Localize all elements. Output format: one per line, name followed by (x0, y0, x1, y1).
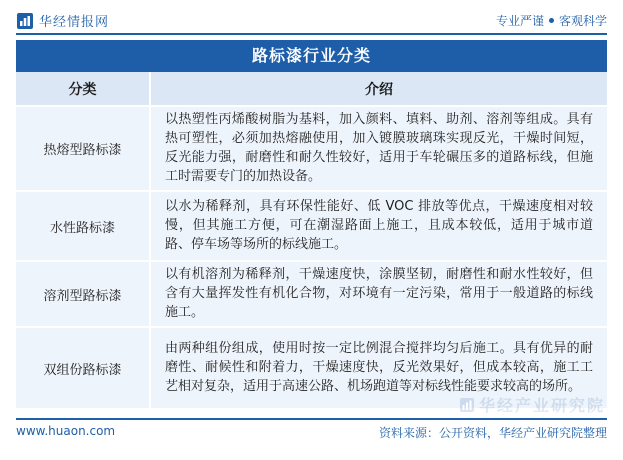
header-divider (16, 33, 607, 35)
website-link[interactable]: www.huaon.com (16, 424, 116, 438)
bar-chart-logo-icon (459, 397, 475, 413)
table-row (16, 261, 607, 327)
table-header-row (16, 72, 607, 106)
bullet-dot-icon (549, 18, 554, 23)
slogan-left: 专业严谨 (495, 14, 544, 28)
row-description: 以水为稀释剂，具有环保性能好、低 VOC 排放等优点，干燥速度相对较慢，但其施工方便，可在潮湿路面上施工，且成本较低，适用于城市道路、停车场等场所的标线施工。 (150, 191, 607, 261)
brand-name: 华经情报网 (39, 15, 110, 30)
table-row (16, 191, 607, 261)
watermark (459, 393, 605, 416)
classification-table (16, 72, 607, 410)
footer-divider (16, 418, 607, 420)
row-category: 双组份路标漆 (16, 327, 150, 409)
row-description: 由两种组份组成，使用时按一定比例混合搅拌均匀后施工。具有优异的耐磨性、耐候性和附着力，干燥速度快，反光效果好，但成本较高，施工工艺相对复杂，适用于高速公路、机场跑道等对标线性能要求较高的场所。 (150, 327, 607, 409)
slogan (496, 12, 607, 29)
row-category: 水性路标漆 (16, 191, 150, 261)
column-header-introduction: 介绍 (150, 72, 607, 106)
column-header-category: 分类 (16, 72, 150, 106)
row-description: 以有机溶剂为稀释剂，干燥速度快，涂膜坚韧，耐磨性和耐水性较好，但含有大量挥发性有机化合物，对环境有一定污染，常用于一般道路的标线施工。 (150, 261, 607, 327)
slogan-right: 客观科学 (558, 14, 607, 28)
row-description: 以热塑性丙烯酸树脂为基料，加入颜料、填料、助剂、溶剂等组成。具有热可塑性，必须加热熔融使用，加入镀膜玻璃珠实现反光，干燥时间短，反光能力强，耐磨性和耐久性较好，适用于车轮碾压多的道路标线，但施工时需要专门的加热设备。 (150, 106, 607, 191)
source-note: 资料来源：公开资料，华经产业研究院整理 (378, 426, 607, 440)
table-row (16, 106, 607, 191)
bar-chart-logo-icon (16, 12, 34, 30)
row-category: 热熔型路标漆 (16, 106, 150, 191)
row-category: 溶剂型路标漆 (16, 261, 150, 327)
watermark-text: 华经产业研究院 (478, 396, 605, 415)
page-title: 路标漆行业分类 (16, 40, 607, 72)
top-header (0, 0, 623, 40)
brand[interactable] (16, 11, 109, 30)
